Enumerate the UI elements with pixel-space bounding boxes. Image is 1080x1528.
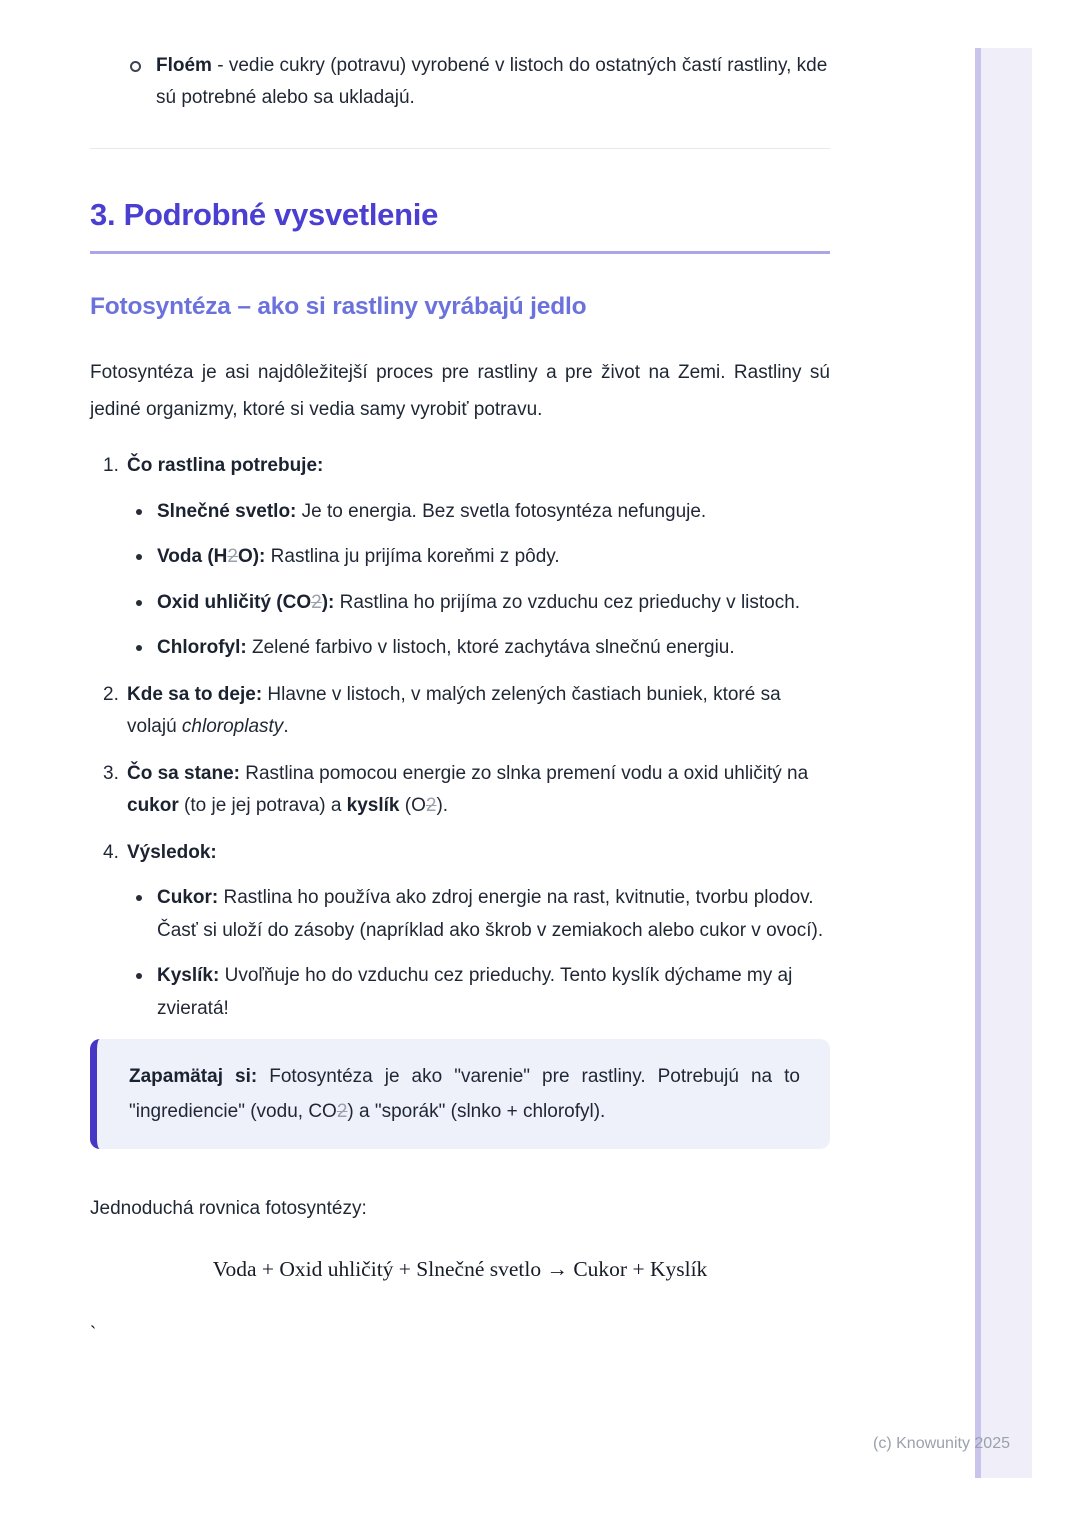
list-item-floem <box>90 50 830 114</box>
intro-paragraph: Fotosyntéza je asi najdôležitejší proces pre rastliny a pre život na Zemi. Rastliny sú jediné organizmy, ktoré si vedia samy vyrobiť potravu. <box>90 362 830 420</box>
list-item-chlorophyll: Chlorofyl: Zelené farbivo v listoch, ktoré zachytáva slnečnú energiu. <box>127 632 830 665</box>
list-item-water: Voda (H2O): Rastlina ju prijíma koreňmi z pôdy. <box>127 541 830 574</box>
struck-subscript: 2 <box>336 1101 348 1122</box>
bold-term-cukor: cukor <box>127 795 179 816</box>
photosynthesis-equation: Voda + Oxid uhličitý + Slnečné svetlo → Cukor + Kyslík <box>212 1257 708 1281</box>
list-item-needs: 1. Čo rastlina potrebuje: Slnečné svetlo: Je to energia. Bez svetla fotosyntéza nefunguje. Voda (H2O): Rastlina ju prijíma koreňmi z pôdy. Oxid uhličitý (CO2): Rastlina ho prijíma zo vzduchu cez prieduchy v listoch. Chlorofyl: Zelené farbivo v listoch, ktoré zachytáva slnečnú energiu. <box>90 450 830 665</box>
term-floem: Floém <box>156 55 212 76</box>
equation-label: Jednoduchá rovnica fotosyntézy: <box>90 1198 367 1219</box>
struck-subscript: 2 <box>311 591 322 613</box>
numbered-list <box>90 450 830 1025</box>
section-divider <box>90 148 830 149</box>
circle-bullet-icon <box>130 61 141 72</box>
stray-backtick: ` <box>90 1324 97 1345</box>
item-number: 2. <box>103 683 119 705</box>
list-item-sugar: Cukor: Rastlina ho používa ako zdroj energie na rast, kvitnutie, tvorbu plodov. Časť si uloží do zásoby (napríklad ako škrob v zemiakoch alebo cukor v ovocí). <box>127 882 830 947</box>
list-item-co2: Oxid uhličitý (CO2): Rastlina ho prijíma zo vzduchu cez prieduchy v listoch. <box>127 587 830 620</box>
dot-bullet-icon <box>136 973 142 979</box>
list-item-sunlight: Slnečné svetlo: Je to energia. Bez svetla fotosyntéza nefunguje. <box>127 496 830 529</box>
result-sublist <box>127 882 830 1025</box>
dot-bullet-icon <box>136 554 142 560</box>
list-item-result: 4. Výsledok: Cukor: Rastlina ho používa ako zdroj energie na rast, kvitnutie, tvorbu plodov. Časť si uloží do zásoby (napríklad ako škrob v zemiakoch alebo cukor v ovocí). Kyslík: Uvoľňuje ho do vzduchu cez prieduchy. Tento kyslík dýchame my aj zvieratá! <box>90 837 830 1026</box>
item-number: 4. <box>103 841 119 863</box>
struck-subscript: 2 <box>425 795 437 816</box>
dot-bullet-icon <box>136 509 142 515</box>
item-number: 1. <box>103 455 119 476</box>
item-number: 3. <box>103 762 119 784</box>
dot-bullet-icon <box>136 600 142 606</box>
list-item-what-happens: 3. Čo sa stane: Rastlina pomocou energie zo slnka premení vodu a oxid uhličitý na cukor (to je jej potrava) a kyslík (O2). <box>90 758 830 823</box>
copyright-notice: (c) Knowunity 2025 <box>873 1435 1010 1452</box>
list-item-oxygen: Kyslík: Uvoľňuje ho do vzduchu cez prieduchy. Tento kyslík dýchame my aj zvieratá! <box>127 960 830 1025</box>
list-item-where: 2. Kde sa to deje: Hlavne v listoch, v malých zelených častiach buniek, ktoré sa volajú chloroplasty. <box>90 679 830 744</box>
needs-sublist <box>127 496 830 665</box>
section-heading: 3. Podrobné vysvetlenie <box>90 195 830 254</box>
term-floem-description: - vedie cukry (potravu) vyrobené v listoch do ostatných častí rastliny, kde sú potrebné alebo sa ukladajú. <box>156 55 828 108</box>
struck-subscript: 2 <box>227 546 238 567</box>
bold-term-kyslik: kyslík <box>346 795 400 816</box>
dot-bullet-icon <box>136 645 142 651</box>
italic-term-chloroplasty: chloroplasty <box>181 716 284 737</box>
subsection-heading: Fotosyntéza – ako si rastliny vyrábajú jedlo <box>90 293 587 320</box>
remember-callout: Zapamätaj si: Fotosyntéza je ako "varenie" pre rastliny. Potrebujú na to "ingrediencie" (vodu, CO2) a "sporák" (slnko + chlorofyl). <box>90 1039 830 1149</box>
dot-bullet-icon <box>136 895 142 901</box>
document-content <box>90 0 830 1345</box>
page-margin-strip <box>975 48 1032 1478</box>
